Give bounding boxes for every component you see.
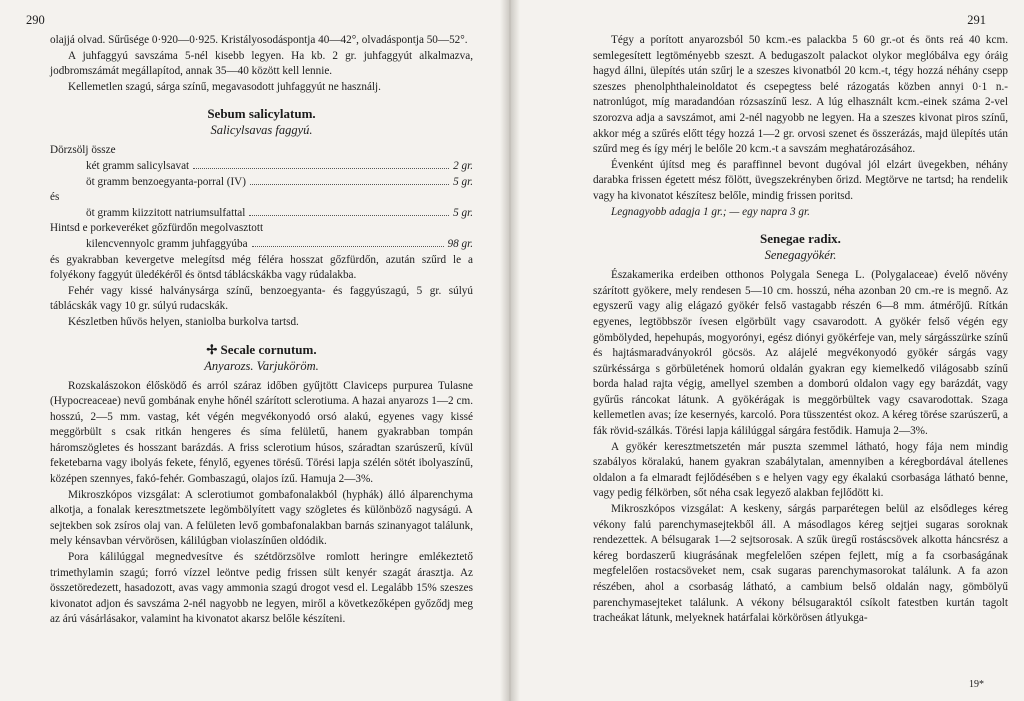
recipe-text: Hintsd e porkeveréket gőzfürdőn megolvasztott [50, 222, 264, 235]
section-subtitle: Salicylsavas faggyú. [210, 123, 313, 138]
paragraph: A juhfaggyú savszáma 5-nél kisebb legyen. Ha kb. 2 gr. juhfaggyút alkalmazva, jodbromszámát megállapítod, annak 35—40 között kell lennie. [50, 49, 473, 78]
recipe-ingredient: öt gramm benzoegyanta-porral (IV) [86, 175, 246, 188]
paragraph: Északamerika erdeiben otthonos Polygala Senega L. (Polygalaceae) évelő növény szárított gyökere, mely rendesen 5—10 cm. hosszú, néha azonban 20 cm.-re is megnő. Az egyszerű vagy alig elágazó gyökér felső vastagabb részén 6—8 mm. átmérőjű. Rítkán egyenes, legtöbbször ívesen elgörbült vagy csavarodott. A gyökér felső végén egy gömbölyded, hepehupás, mogyorónyi, egész diónyi gyökérfeje van, mely sárgásszürke színű és hajtásmaradványokról göcsös. Az alájelé megvékonyodó gyökér sárgás vagy szürkéssárga s görbületének homorú oldalán gyakran egy kiemelkedő világosabb színű borda halad rajta végig, amellyel szemben a domború oldalon vagy egy barázdát, vagy gyűrűs ráncokat látunk. A gyökérágak is meggörbültek vagy csavarodottak. Szaga kellemetlen avas; íze kesernyés, karcoló. Pora tüsszentést okoz. A kéreg törése szarúszerű, a fák rövid-szálkás. Törési lapja kálilúggal sárgára festődik. Hamuja 2—3%. [593, 269, 1008, 438]
leader-dots [252, 246, 444, 247]
recipe-line [50, 206, 473, 222]
paragraph: és gyakrabban kevergetve melegítsd még féléra hosszat gőzfürdőn, azután szűrd le a folyékony faggyút üledékéről és öntsd táblácskákba vagy rúdalakba. [50, 253, 473, 282]
paragraph: Évenként újítsd meg és paraffinnel bevont dugóval jól elzárt üvegekben, néhány darabka frissen égetett mész fölött, üvegszekrényben őrizd. Megtörve ne tartsd; ha rendelik vagy ha kivonatot készítesz belőle, mindig frissen poritsd. [593, 158, 1008, 202]
recipe-connector: és [50, 191, 60, 204]
recipe-ingredient: két gramm salicylsavat [86, 159, 190, 172]
recipe-line [50, 159, 473, 175]
recipe-ingredient: kilencvennyolc gramm juhfaggyúba [86, 237, 248, 250]
left-page [0, 0, 505, 701]
paragraph: Pora kálilúggal megnedvesítve és szétdörzsölve romlott heringre emlékeztető trimethylamin szagú; forró vízzel leöntve pedig frissen sült kenyér szagát árasztja. Az összetöredezett, hasadozott, avas vagy ammonia szagú drogot vesd el. Legalább 15% szeszes kivonatot adjon és savszáma 2-nél nagyobb ne legyen, miről a következőképen győződj meg az árú vásárlásakor, valamint ha kivonatot akarsz belőle készíteni. [50, 551, 473, 626]
page-number: 290 [26, 13, 45, 27]
section-subtitle: Senegagyökér. [764, 248, 837, 263]
leader-dots [249, 215, 449, 216]
paragraph: olajjá olvad. Sűrűsége 0·920—0·925. Kristályosodáspontja 40—42°, olvadáspontja 50—52°. [50, 34, 468, 46]
section-title: Sebum salicylatum. [207, 106, 316, 122]
leader-dots [193, 168, 449, 169]
recipe-amount: 98 gr. [447, 237, 473, 250]
leader-dots [250, 184, 449, 185]
poison-cross-icon: ✢ [206, 341, 218, 357]
section-title-text: Secale cornutum. [220, 341, 317, 357]
paragraph: Tégy a porított anyarozsból 50 kcm.-es palackba 5 60 gr.-ot és önts reá 40 kcm. semlegesített legtöményebb szeszt. A bedugaszolt palackot olykor meglóbálva egy óráig hagyd állni, ülepítés után szűrj le a szeszes kivonatból 20 kcm.-t, tégy hozzá néhány csepp szeszes phenolphthaleinoldatot és csepegtess belé rázogatás közben annyi 0·1 n.-natronlúgot, míg maradandóan rózsaszínű lesz. A lúg elhasznált kcm.-einek száma 2-vel szorozva adja a savszámot, ami 2-nél nagyobb ne legyen. Ha a szeszes kivonat piros színű, akkor még a szűrés előtt tégy hozzá 1—2 gr. orvosi szenet és összerázás, majd ülepítés után szűrd meg és így mérj le belőle 20 kcm.-t a savszám meghatározásához. [593, 34, 1008, 156]
right-column [593, 33, 1008, 627]
right-page [515, 0, 1024, 701]
paragraph: A gyökér keresztmetszetén már puszta szemmel látható, hogy fája nem mindig szabályos köralakú, hanem gyakran szabálytalan, amennyiben a kéregbordával átellenes oldalon a fa elmaradt fejlődésében s e helyen vagy egy ékalakú csorbasága látható benne, vagy pedig félkörben, sőt néha csak legyező alakban fejlődött ki. [593, 440, 1008, 500]
paragraph: Fehér vagy kissé halványsárga színű, benzoegyanta- és faggyúszagú, 5 gr. súlyú táblácskák vagy 10 gr. súlyú rudacskák. [50, 284, 473, 313]
paragraph: Kellemetlen szagú, sárga színű, megavasodott juhfaggyút ne használj. [68, 80, 381, 93]
paragraph: Készletben hűvös helyen, staniolba burkolva tartsd. [68, 315, 299, 328]
recipe-line [50, 190, 473, 206]
left-column [50, 33, 473, 628]
signature-mark: 19* [969, 679, 984, 691]
dose-line: Legnagyobb adagja 1 gr.; — egy napra 3 gr. [611, 205, 810, 218]
recipe-ingredient: öt gramm kiizzitott natriumsulfattal [86, 206, 246, 219]
paragraph: Mikroszkópos vizsgálat: A keskeny, sárgás parparétegen belül az elsődleges kéreg vékony falú parenchymasejtekből áll. A másodlagos kéreg sejtjei sugaras soroknak rendezettek. A bélsugarak 1—2 sejtsorosak. A szűk üregű rostáscsövek alkotta háncsrész a kéreg bordaszerű kiugrásának megfelelően szépen fejlett, míg a fa csorbaságának megfelelően rostacsöveket nem, csak sugaras parenchymasorokat találunk. A fa azon részében, ahol a csorbaság látható, a cambium belső oldalán nagy, gömbölyű parenchymasejteket találunk. A vékony bélsugaraktól csíkolt fatestben kurtán tagolt tracheákat látunk, melyeknek határfalai körkörösen átlyukga- [593, 503, 1008, 625]
recipe-line [50, 175, 473, 191]
section-title [50, 341, 473, 358]
recipe-amount: 5 gr. [453, 206, 473, 219]
paragraph: Mikroszkópos vizsgálat: A sclerotiumot gombafonalakból (hyphák) álló álparenchyma alkotja, a fonalak keresztmetszete legömbölyített vagy szögletes és különböző nagyságú. A sejtekben sok zsíros olaj van. A felületen levő gombafonalakban barnás szinanyagot találunk, mely kénsavban vérvörösen, kálilúgban violaszínűen oldódik. [50, 488, 473, 548]
recipe-amount: 2 gr. [453, 159, 473, 172]
section-title: Senegae radix. [760, 231, 841, 247]
recipe-amount: 5 gr. [453, 175, 473, 188]
paragraph: Rozskalászokon élősködő és arról száraz időben gyűjtött Claviceps purpurea Tulasne (Hypocreaceae) nevű gombának enyhe hőnél szárított sclerotiuma. A hazai anyarozs 1—2 cm. hosszú, 2—5 mm. vastag, két végén megvékonyodó orsó alakú, egyenes vagy kissé meggörbült s csak ritkán hengeres és síma felületű, hanem gyakrabban tompán háromszögletes és hosszant barázdás. A friss sclerotium húsos, száradtan szarúszerű, kívül feketebarna vagy ibolyás fekete, fénylő, egyenes törésű. Törési lapja szélén sötét ibolyaszínű, középen szennyes, fakó-fehér. Gombaszagú, olajos ízű. Hamuja 2—3%. [50, 379, 473, 486]
recipe-intro: Dörzsölj össze [50, 144, 116, 157]
section-subtitle: Anyarozs. Varjuköröm. [204, 358, 319, 373]
recipe-line [50, 237, 473, 253]
page-number: 291 [967, 13, 986, 27]
